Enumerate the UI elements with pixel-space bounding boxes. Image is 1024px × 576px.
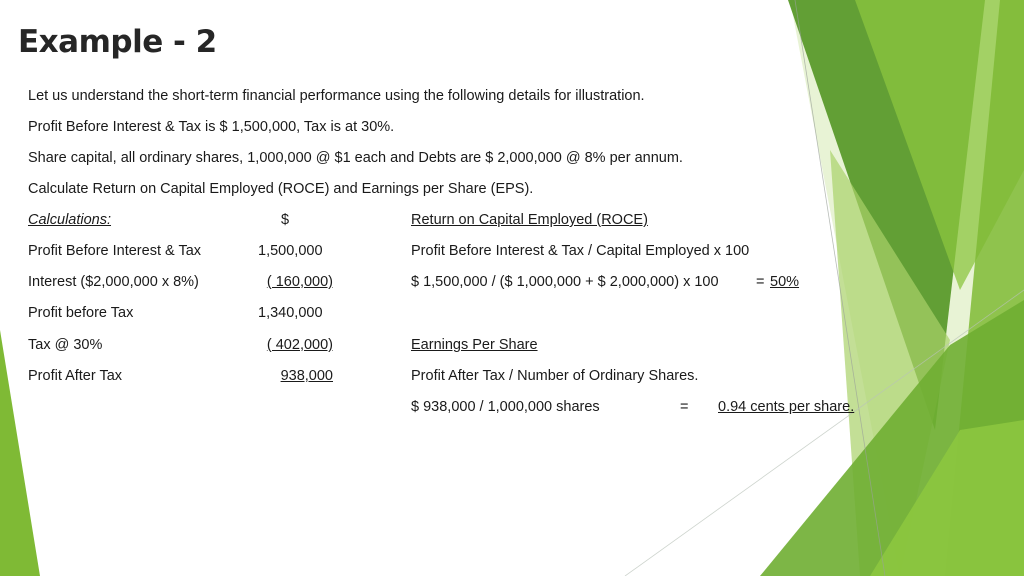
roce-heading: Return on Capital Employed (ROCE): [411, 212, 648, 228]
calc-row-amount: ( 160,000): [266, 274, 333, 290]
intro-line-2: Profit Before Interest & Tax is $ 1,500,000, Tax is at 30%.: [28, 119, 395, 135]
currency-column-header: $: [281, 212, 290, 228]
calc-row-label: Profit After Tax: [28, 368, 123, 384]
eps-heading: Earnings Per Share: [411, 337, 538, 353]
calc-row-amount: 938,000: [280, 368, 333, 384]
intro-line-1: Let us understand the short-term financial performance using the following details for illustration.: [28, 88, 645, 104]
calc-row-label: Interest ($2,000,000 x 8%): [28, 274, 199, 290]
eps-result: 0.94 cents per share.: [718, 399, 855, 415]
calculations-heading: Calculations:: [28, 212, 112, 228]
intro-line-4: Calculate Return on Capital Employed (ROCE) and Earnings per Share (EPS).: [28, 181, 534, 197]
calc-row-label: Profit Before Interest & Tax: [28, 243, 202, 259]
eps-equals-sign: =: [680, 399, 689, 415]
roce-formula: Profit Before Interest & Tax / Capital Employed x 100: [411, 243, 750, 259]
calc-row-amount: 1,500,000: [258, 243, 323, 259]
calc-row-amount: 1,340,000: [258, 305, 323, 321]
calc-row-label: Tax @ 30%: [28, 337, 103, 353]
roce-equals-sign: =: [756, 274, 765, 290]
roce-result: 50%: [770, 274, 800, 290]
slide-title: Example - 2: [18, 24, 217, 60]
calc-row-label: Profit before Tax: [28, 305, 134, 321]
eps-working: $ 938,000 / 1,000,000 shares: [411, 399, 600, 415]
calc-row-amount: ( 402,000): [266, 337, 333, 353]
roce-working: $ 1,500,000 / ($ 1,000,000 + $ 2,000,000) x 100: [411, 274, 719, 290]
eps-formula: Profit After Tax / Number of Ordinary Shares.: [411, 368, 699, 384]
intro-line-3: Share capital, all ordinary shares, 1,000,000 @ $1 each and Debts are $ 2,000,000 @ 8% per annum.: [28, 150, 683, 166]
